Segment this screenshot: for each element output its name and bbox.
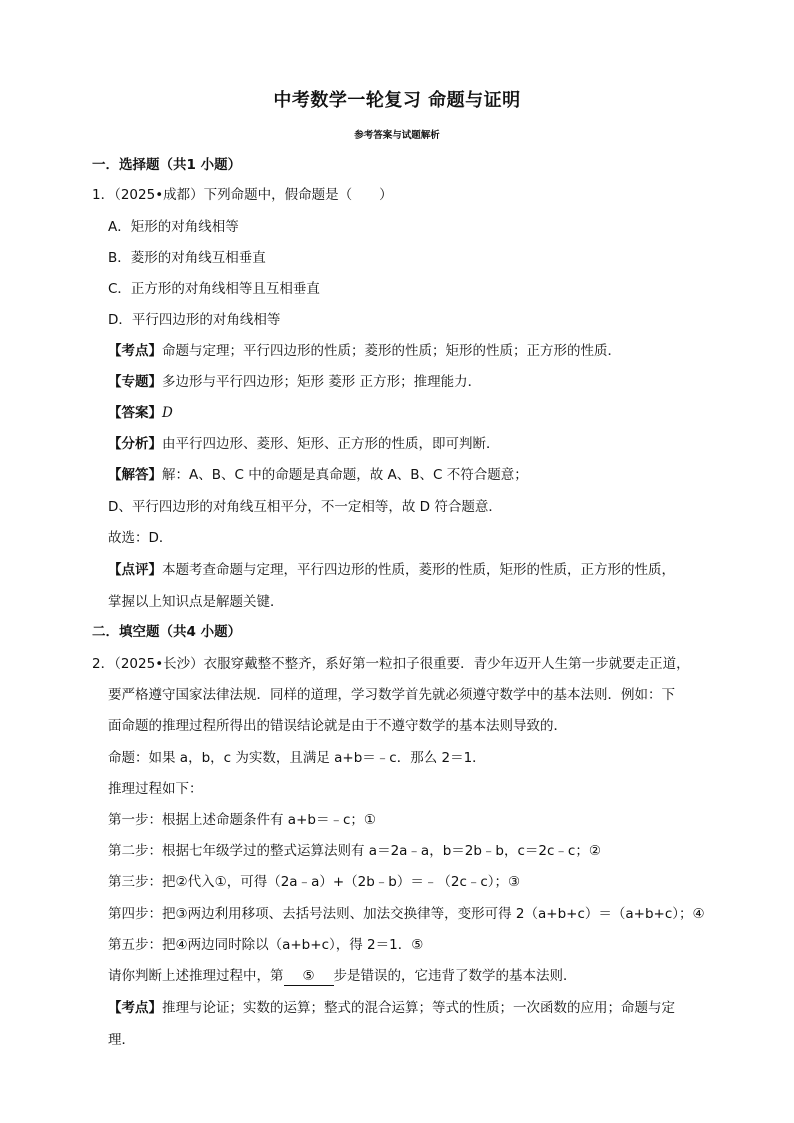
q2-kaodian-tag: 【考点】: [108, 1000, 162, 1016]
q1-option-c: C．正方形的对角线相等且互相垂直: [108, 281, 320, 297]
section-heading-fill: 二．填空题（共4 小题）: [92, 624, 242, 640]
q2-answer-blank: ⑤: [284, 967, 334, 986]
q2-question: [108, 966, 577, 986]
q2-step-5: 第五步：把④两边同时除以（a+b+c），得 2＝1．⑤: [108, 937, 424, 953]
q1-option-b: B．菱形的对角线互相垂直: [108, 250, 266, 266]
q1-comment-line-2: 掌握以上知识点是解题关键．: [108, 594, 284, 610]
q2-kaodian-line-2: 理．: [108, 1032, 135, 1048]
q1-kaodian-text: 命题与定理；平行四边形的性质；菱形的性质；矩形的性质；正方形的性质．: [162, 343, 621, 359]
q1-comment: [108, 560, 675, 580]
q1-solution: [108, 465, 528, 485]
q1-kaodian: [108, 341, 621, 361]
q1-zhuanti: [108, 372, 481, 392]
q1-analysis-tag: 【分析】: [108, 436, 162, 452]
q1-analysis: [108, 434, 500, 454]
q2-process-intro: 推理过程如下：: [108, 781, 203, 797]
q2-question-pre: 请你判断上述推理过程中，第: [108, 968, 284, 984]
q2-step-4: 第四步：把③两边利用移项、去括号法则、加法交换律等，变形可得 2（a+b+c）＝（a+b+c）；④: [108, 906, 705, 922]
q1-zhuanti-text: 多边形与平行四边形；矩形 菱形 正方形；推理能力．: [162, 374, 482, 390]
q1-zhuanti-tag: 【专题】: [108, 374, 162, 390]
q1-option-a: A．矩形的对角线相等: [108, 219, 239, 235]
q1-answer-text: D: [162, 405, 173, 421]
q2-kaodian-line-1: 推理与论证；实数的运算；整式的混合运算；等式的性质；一次函数的应用；命题与定: [162, 1000, 675, 1016]
q1-comment-line-1: 本题考查命题与定理，平行四边形的性质，菱形的性质，矩形的性质，正方形的性质，: [162, 562, 675, 578]
q1-answer-tag: 【答案】: [108, 405, 162, 421]
q1-kaodian-tag: 【考点】: [108, 343, 162, 359]
q1-solution-line-2: D、平行四边形的对角线互相平分，不一定相等，故 D 符合题意．: [108, 499, 502, 515]
q2-step-2: 第二步：根据七年级学过的整式运算法则有 a＝2a﹣a，b＝2b﹣b，c＝2c﹣c；②: [108, 843, 601, 859]
q2-step-1: 第一步：根据上述命题条件有 a+b＝﹣c；①: [108, 812, 376, 828]
q2-proposition: 命题：如果 a，b，c 为实数，且满足 a+b＝﹣c．那么 2＝1．: [108, 750, 486, 766]
document-subtitle: 参考答案与试题解析: [354, 130, 440, 141]
section-heading-choice: 一．选择题（共1 小题）: [92, 157, 242, 173]
q2-question-post: 步是错误的，它违背了数学的基本法则．: [333, 968, 577, 984]
q2-stem-line-1: 2．（2025•长沙）衣服穿戴整不整齐，系好第一粒扣子很重要．青少年迈开人生第一步就要走正道，: [92, 656, 690, 672]
q1-stem: 1．（2025•成都）下列命题中，假命题是（ ）: [92, 187, 393, 203]
q1-comment-tag: 【点评】: [108, 562, 162, 578]
q1-analysis-text: 由平行四边形、菱形、矩形、正方形的性质，即可判断．: [162, 436, 500, 452]
q2-step-3: 第三步：把②代入①，可得（2a﹣a）+（2b﹣b）＝﹣（2c﹣c）；③: [108, 874, 521, 890]
q2-kaodian: [108, 998, 675, 1018]
q1-option-d: D．平行四边形的对角线相等: [108, 312, 281, 328]
q1-solution-line-3: 故选：D．: [108, 530, 173, 546]
q1-solution-tag: 【解答】: [108, 467, 162, 483]
document-title: 中考数学一轮复习 命题与证明: [273, 90, 521, 111]
q2-stem-line-3: 面命题的推理过程所得出的错误结论就是由于不遵守数学的基本法则导致的．: [108, 718, 567, 734]
q1-solution-line-1: 解：A、B、C 中的命题是真命题，故 A、B、C 不符合题意；: [162, 467, 528, 483]
q1-answer: [108, 403, 173, 423]
q2-stem-line-2: 要严格遵守国家法律法规．同样的道理，学习数学首先就必须遵守数学中的基本法则．例如：下: [108, 687, 675, 703]
